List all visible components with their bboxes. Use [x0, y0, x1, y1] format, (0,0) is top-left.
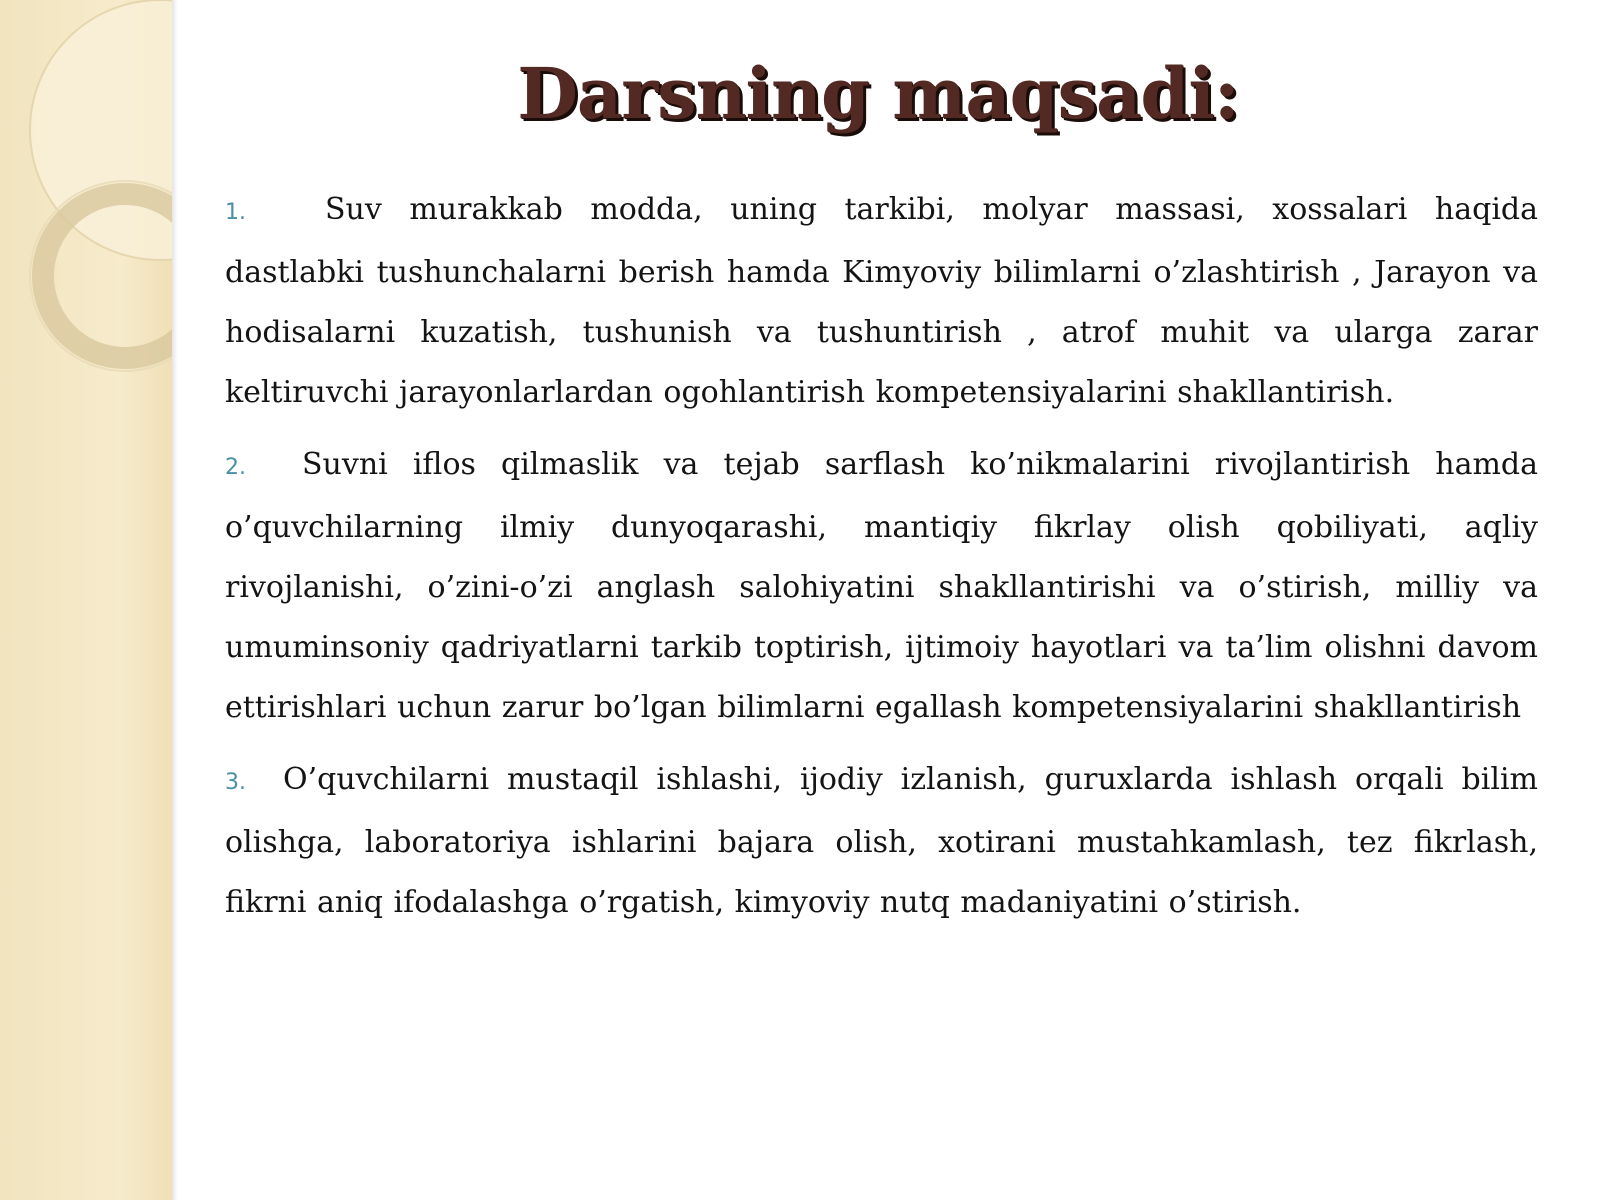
- objective-item-1: [225, 180, 1538, 423]
- objective-number: 2.: [225, 455, 246, 480]
- objective-text: O’quvchilarni mustaqil ishlashi, ijodiy izlanish, guruxlarda ishlash orqali bilim olishga, laboratoriya ishlarini bajara olish, xotirani mustahkamlash, tez fikrlash, fikrni aniq ifodalashga o’rgatish, kimyoviy nutq madaniyatini o’stirish.: [225, 762, 1538, 920]
- objective-item-2: [225, 435, 1538, 738]
- objective-number: 1.: [225, 200, 246, 225]
- decorative-side-band: [0, 0, 172, 1200]
- slide-title: Darsning maqsadi:: [517, 52, 1239, 135]
- objective-text: Suv murakkab modda, uning tarkibi, molyar massasi, xossalari haqida dastlabki tushunchalarni berish hamda Kimyoviy bilimlarni o’zlashtirish , Jarayon va hodisalarni kuzatish, tushunish va tushuntirish , atrof muhit va ularga zarar keltiruvchi jarayonlarlardan ogohlantirish kompetensiyalarini shakllantirish.: [225, 192, 1538, 410]
- decorative-circles: [0, 0, 172, 1200]
- objectives-list: [225, 180, 1538, 945]
- objective-text: Suvni iflos qilmaslik va tejab sarflash ko’nikmalarini rivojlantirish hamda o’quvchilarning ilmiy dunyoqarashi, mantiqiy fikrlay olish qobiliyati, aqliy rivojlanishi, o’zini-o’zi anglash salohiyatini shakllantirishi va o’stirish, milliy va umuminsoniy qadriyatlarni tarkib toptirish, ijtimoiy hayotlari va ta’lim olishni davom ettirishlari uchun zarur bo’lgan bilimlarni egallash kompetensiyalarini shakllantirish: [225, 447, 1538, 725]
- objective-number: 3.: [225, 770, 246, 795]
- objective-item-3: [225, 750, 1538, 933]
- side-band-edge: [172, 0, 178, 1200]
